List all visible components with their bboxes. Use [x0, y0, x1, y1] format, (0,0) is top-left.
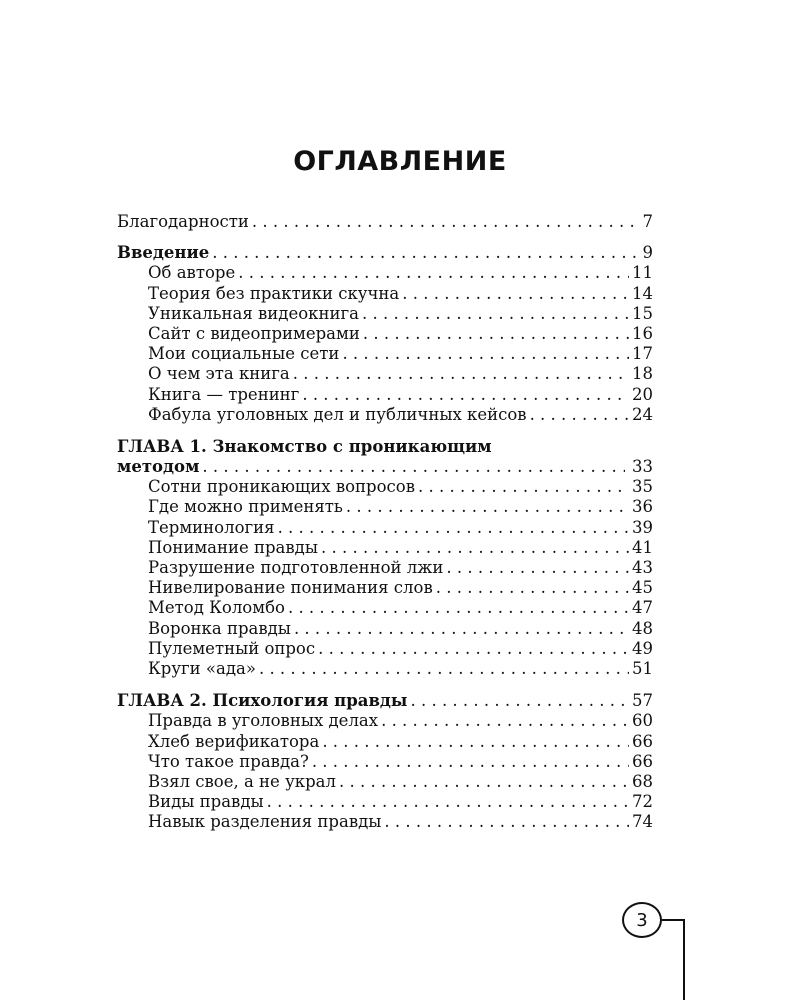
toc-entry	[117, 263, 653, 283]
toc-entry-title: Разрушение подготовленной лжи	[148, 558, 444, 577]
toc-entry	[117, 619, 653, 639]
toc-entry-page: 45	[632, 578, 653, 598]
toc-leader-dots	[252, 212, 640, 232]
toc-chapter-1	[117, 457, 653, 477]
toc-chapter-title-line2: методом	[117, 457, 200, 477]
table-of-contents	[117, 212, 653, 832]
toc-leader-dots	[288, 598, 629, 618]
toc-entry	[117, 518, 653, 538]
toc-entry	[117, 284, 653, 304]
toc-leader-dots	[202, 457, 625, 477]
toc-entry-title: Уникальная видеокнига	[148, 303, 359, 323]
toc-entry	[117, 477, 653, 497]
toc-entry-page: 48	[632, 618, 653, 638]
toc-leader-dots	[212, 243, 635, 263]
toc-leader-dots	[312, 752, 629, 772]
toc-leader-dots	[318, 639, 629, 659]
toc-entry-title: Правда в уголовных делах	[148, 711, 379, 731]
toc-entry-page: 17	[632, 344, 653, 364]
toc-leader-dots	[302, 385, 629, 405]
toc-entry	[117, 558, 653, 578]
toc-entry-title: Навык разделения правды	[148, 812, 382, 832]
toc-leader-dots	[267, 792, 629, 812]
toc-leader-dots	[339, 772, 629, 792]
toc-leader-dots	[321, 538, 629, 558]
toc-entry	[117, 711, 653, 731]
toc-leader-dots	[238, 263, 629, 283]
toc-leader-dots	[410, 691, 625, 711]
toc-leader-dots	[342, 344, 629, 364]
toc-entry-title: Виды правды	[148, 792, 264, 812]
toc-entry-page: 49	[632, 638, 653, 658]
toc-entry-page: 68	[632, 771, 653, 791]
toc-entry-title: Сотни проникающих вопросов	[148, 477, 415, 497]
toc-entry-title: Взял свое, а не украл	[148, 771, 336, 791]
toc-entry-acknowledgements	[117, 212, 653, 232]
toc-leader-dots	[363, 324, 629, 344]
toc-leader-dots	[278, 518, 629, 538]
toc-entry-title: Фабула уголовных дел и публичных кейсов	[148, 404, 527, 424]
toc-chapter-1-title-line1: ГЛАВА 1. Знакомство с проникающим	[117, 436, 492, 456]
toc-chapter-page: 33	[632, 457, 653, 477]
toc-entry-title: Сайт с видеопримерами	[148, 323, 360, 343]
toc-entry-page: 66	[632, 731, 653, 751]
toc-leader-dots	[293, 364, 629, 384]
toc-leader-dots	[381, 711, 629, 731]
toc-entry	[117, 497, 653, 517]
toc-entry	[117, 304, 653, 324]
toc-entry-page: 47	[632, 598, 653, 618]
toc-entry	[117, 732, 653, 752]
toc-entry-page: 43	[632, 558, 653, 577]
toc-entry	[117, 364, 653, 384]
toc-leader-dots	[346, 497, 629, 517]
toc-entry-page: 15	[632, 303, 653, 323]
toc-entry-title: Терминология	[148, 517, 275, 537]
toc-leader-dots	[530, 405, 629, 425]
toc-leader-dots	[362, 304, 629, 324]
toc-chapter-page: 57	[632, 691, 653, 711]
toc-entry-page: 7	[642, 212, 653, 231]
toc-chapter-title: ГЛАВА 2. Психология правды	[117, 691, 408, 711]
toc-leader-dots	[259, 659, 629, 679]
toc-entry-page: 74	[632, 812, 653, 832]
toc-entry-page: 72	[632, 792, 653, 812]
page-title: ОГЛАВЛЕНИЕ	[293, 146, 507, 177]
toc-entry-page: 51	[632, 658, 653, 678]
page-tab-line-horizontal	[662, 919, 684, 921]
toc-entry	[117, 792, 653, 812]
toc-entry-page: 24	[632, 404, 653, 424]
toc-entry-title: Что такое правда?	[148, 751, 309, 771]
toc-entry	[117, 812, 653, 832]
toc-entry-title: Мои социальные сети	[148, 344, 340, 364]
toc-entry-page: 36	[632, 497, 653, 517]
toc-entry	[117, 639, 653, 659]
toc-entry-page: 18	[632, 364, 653, 384]
toc-chapter-2	[117, 691, 653, 711]
toc-entry	[117, 752, 653, 772]
toc-entry-title: Книга — тренинг	[148, 384, 300, 404]
toc-entry	[117, 538, 653, 558]
toc-entry	[117, 324, 653, 344]
toc-entry-page: 60	[632, 711, 653, 731]
toc-entry-page: 11	[632, 263, 653, 283]
toc-entry-page: 39	[632, 517, 653, 537]
toc-leader-dots	[446, 558, 629, 578]
toc-entry-title: Круги «ада»	[148, 658, 256, 678]
toc-entry-title: Об авторе	[148, 263, 236, 283]
toc-entry	[117, 405, 653, 425]
toc-entry-title: Теория без практики скучна	[148, 283, 400, 303]
toc-entry-page: 14	[632, 283, 653, 303]
page-tab-line-vertical	[683, 919, 685, 1000]
toc-entry	[117, 598, 653, 618]
toc-entry-page: 20	[632, 384, 653, 404]
toc-leader-dots	[294, 619, 629, 639]
toc-entry-title: Воронка правды	[148, 618, 291, 638]
toc-entry	[117, 772, 653, 792]
toc-entry-title: Где можно применять	[148, 497, 343, 517]
toc-leader-dots	[322, 732, 629, 752]
toc-entry-page: 35	[632, 477, 653, 497]
toc-entry-title: Нивелирование понимания слов	[148, 578, 433, 598]
toc-leader-dots	[436, 578, 629, 598]
toc-entry	[117, 659, 653, 679]
toc-entry-page: 66	[632, 751, 653, 771]
toc-entry	[117, 578, 653, 598]
toc-section-title: Введение	[117, 243, 210, 263]
page-number-badge	[622, 902, 662, 938]
toc-entry-page: 16	[632, 323, 653, 343]
toc-entry-title: Хлеб верификатора	[148, 731, 320, 751]
toc-entry	[117, 344, 653, 364]
page-number: 3	[636, 909, 648, 931]
toc-entry-title: Благодарности	[117, 212, 249, 231]
toc-leader-dots	[418, 477, 629, 497]
toc-leader-dots	[384, 812, 629, 832]
toc-entry-title: Метод Коломбо	[148, 598, 285, 618]
toc-entry-title: Понимание правды	[148, 537, 318, 557]
toc-leader-dots	[402, 284, 629, 304]
toc-entry-page: 41	[632, 537, 653, 557]
toc-section-introduction	[117, 243, 653, 263]
toc-entry-title: О чем эта книга	[148, 364, 290, 384]
toc-section-page: 9	[642, 243, 653, 263]
toc-entry	[117, 385, 653, 405]
toc-entry-title: Пулеметный опрос	[148, 638, 316, 658]
